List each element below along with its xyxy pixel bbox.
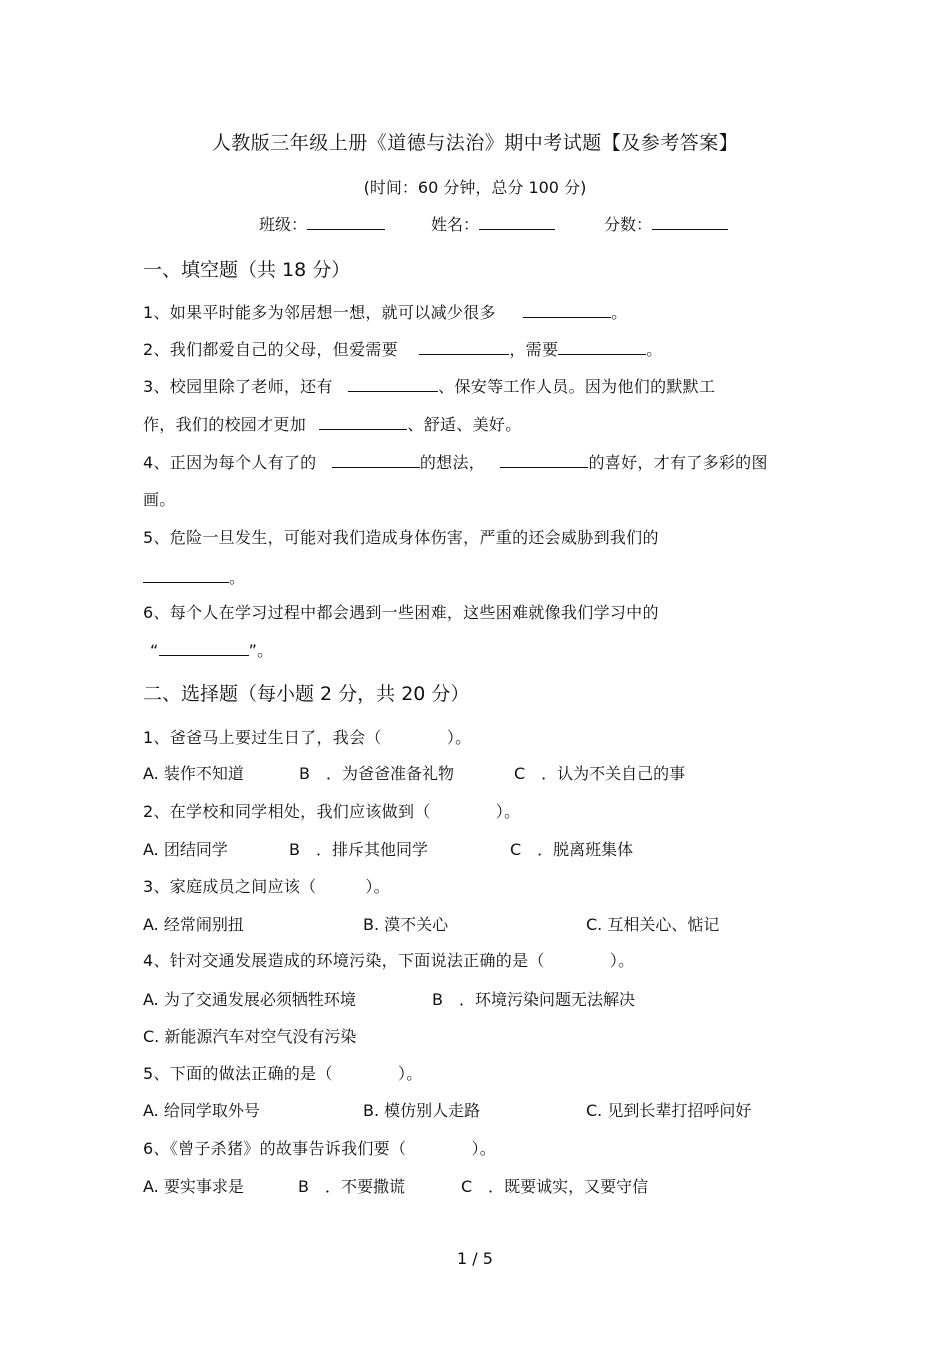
page-number: 1 / 5 [457, 1249, 493, 1268]
s2-q2-option-b[interactable]: B ．排斥其他同学 [289, 840, 428, 859]
class-label: 班级： [259, 215, 308, 234]
name-blank[interactable] [479, 228, 555, 230]
s1-q6-line2: “ ”。 [150, 641, 274, 660]
s2-q6-option-c[interactable]: C ．既要诚实，又要守信 [461, 1177, 649, 1196]
s1-q4-blank-2[interactable] [500, 466, 588, 468]
s1-q1: 1、如果平时能多为邻居想一想，就可以减少很多 。 [143, 303, 628, 322]
s1-q4-line2: 画。 [143, 490, 176, 509]
exam-subtitle: (时间：60 分钟，总分 100 分) [363, 178, 587, 197]
s1-q4-line1: 4、正因为每个人有了的 的想法， 的喜好，才有了多彩的图 [143, 453, 768, 472]
s2-q3-option-b[interactable]: B. 漠不关心 [363, 915, 449, 934]
s2-q3-option-c[interactable]: C. 互相关心、惦记 [586, 915, 720, 934]
s2-q2-option-a[interactable]: A. 团结同学 [143, 840, 228, 859]
s1-q1-blank[interactable] [523, 316, 611, 318]
s2-q4-option-b[interactable]: B ．环境污染问题无法解决 [432, 990, 635, 1009]
s2-q1-option-c[interactable]: C ．认为不关自己的事 [514, 764, 686, 783]
s2-q5-stem: 5、下面的做法正确的是（ ）。 [143, 1064, 423, 1083]
s2-q3-stem: 3、家庭成员之间应该（ ）。 [143, 877, 390, 896]
s2-q6-option-a[interactable]: A. 要实事求是 [143, 1177, 244, 1196]
section1-heading: 一、填空题（共 18 分） [143, 259, 351, 281]
s1-q4-blank-1[interactable] [332, 466, 420, 468]
s2-q1-option-b[interactable]: B ．为爸爸准备礼物 [299, 764, 454, 783]
score-field [604, 212, 728, 235]
s2-q2-option-c[interactable]: C ．脱离班集体 [510, 840, 634, 859]
s1-q2: 2、我们都爱自己的父母，但爱需要 ，需要 。 [143, 340, 663, 359]
s2-q1-option-a[interactable]: A. 装作不知道 [143, 764, 244, 783]
name-field [431, 212, 555, 235]
class-field [259, 212, 385, 235]
score-blank[interactable] [652, 228, 728, 230]
s1-q6-line1: 6、每个人在学习过程中都会遇到一些困难，这些困难就像我们学习中的 [143, 603, 659, 622]
s1-q3-blank-2[interactable] [319, 428, 407, 430]
s1-q5-blank[interactable] [143, 581, 229, 583]
s1-q2-blank-2[interactable] [558, 353, 646, 355]
exam-title: 人教版三年级上册《道德与法治》期中考试题【及参考答案】 [211, 132, 739, 154]
name-label: 姓名： [431, 215, 480, 234]
s2-q6-option-b[interactable]: B ．不要撒谎 [298, 1177, 405, 1196]
s1-q3-line2: 作，我们的校园才更加 、舒适、美好。 [143, 415, 522, 434]
s2-q3-option-a[interactable]: A. 经常闹别扭 [143, 915, 244, 934]
s2-q4-option-c[interactable]: C. 新能源汽车对空气没有污染 [143, 1027, 357, 1046]
s2-q2-stem: 2、在学校和同学相处，我们应该做到（ ）。 [143, 802, 521, 821]
s1-q6-blank[interactable] [159, 654, 249, 656]
class-blank[interactable] [307, 228, 385, 230]
s2-q6-stem: 6、《曾子杀猪》的故事告诉我们要（ ）。 [143, 1139, 497, 1158]
s2-q4-option-a[interactable]: A. 为了交通发展必须牺牲环境 [143, 990, 356, 1009]
s2-q5-option-c[interactable]: C. 见到长辈打招呼问好 [586, 1101, 752, 1120]
s1-q3-line1: 3、校园里除了老师，还有 、保安等工作人员。因为他们的默默工 [143, 377, 716, 396]
s1-q5-line1: 5、危险一旦发生，可能对我们造成身体伤害，严重的还会威胁到我们的 [143, 528, 659, 547]
s2-q4-stem: 4、针对交通发展造成的环境污染，下面说法正确的是（ ）。 [143, 951, 635, 970]
s2-q5-option-a[interactable]: A. 给同学取外号 [143, 1101, 260, 1120]
s1-q2-blank-1[interactable] [419, 353, 509, 355]
section2-heading: 二、选择题（每小题 2 分，共 20 分） [143, 683, 470, 705]
s2-q5-option-b[interactable]: B. 模仿别人走路 [363, 1101, 481, 1120]
s1-q3-blank-1[interactable] [348, 390, 438, 392]
s2-q1-stem: 1、爸爸马上要过生日了，我会（ ）。 [143, 728, 472, 747]
s1-q5-line2: 。 [143, 565, 245, 588]
score-label: 分数： [604, 215, 653, 234]
